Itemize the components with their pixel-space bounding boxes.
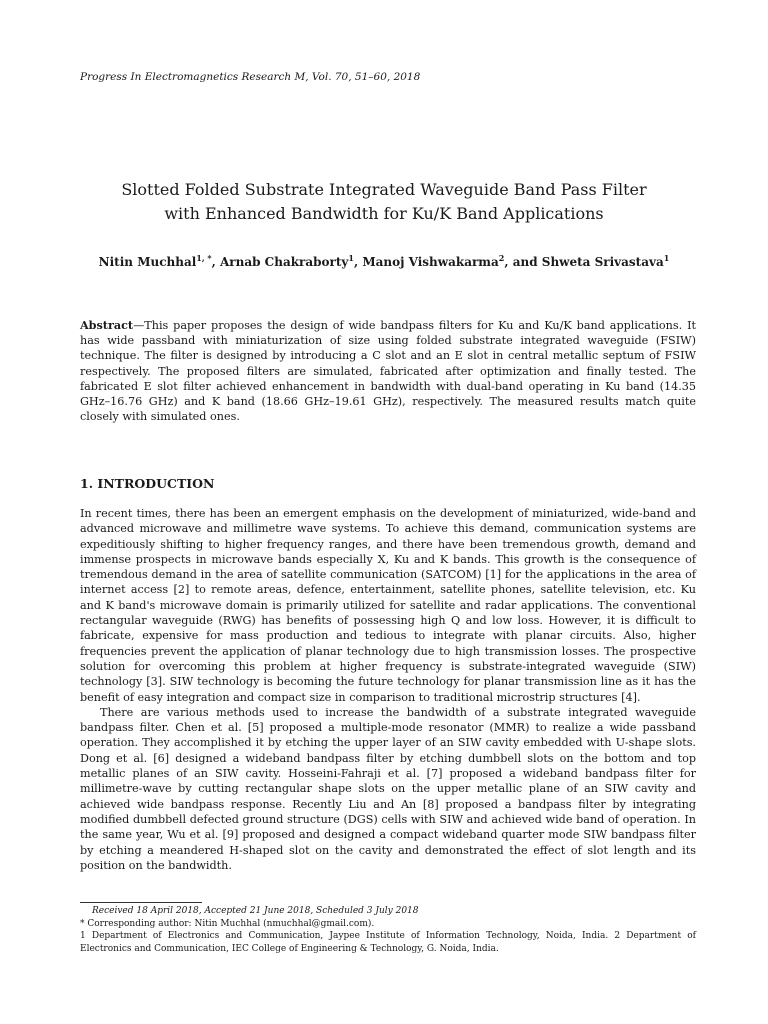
author-affiliation-mark: 1	[348, 253, 354, 263]
journal-header: Progress In Electromagnetics Research M, Vol. 70, 51–60, 2018	[80, 71, 421, 83]
author-separator: ,	[353, 255, 363, 269]
author-list	[60, 254, 708, 270]
author-name: Nitin Muchhal	[98, 255, 197, 269]
paragraph: In recent times, there has been an emergent emphasis on the development of miniaturized, wide-band and advanced microwave and millimetre wave systems. To achieve this demand, communication systems are expeditiously shifting to higher frequency ranges, and there have been tremendous growth, demand and immense prospects in microwave bands especially X, Ku and K bands. This growth is the consequence of tremendous demand in the area of satellite communication (SATCOM) [1] for the applications in the area of internet access [2] to remote areas, defence, entertainment, satellite phones, satellite television, etc. Ku and K band's microwave domain is primarily utilized for satellite and radar applications. The conventional rectangular waveguide (RWG) has benefits of possessing high Q and low loss. However, it is difficult to fabricate, expensive for mass production and tedious to integrate with planar circuits. Also, higher frequencies prevent the application of planar technology due to high transmission losses. The prospective solution for overcoming this problem at higher frequency is substrate-integrated waveguide (SIW) technology [3]. SIW technology is becoming the future technology for planar transmission line as it has the benefit of easy integration and compact size in comparison to traditional microstrip structures [4].	[80, 507, 696, 704]
title-line-2: with Enhanced Bandwidth for Ku/K Band Applications	[164, 204, 604, 223]
author-name: Arnab Chakraborty	[219, 255, 349, 269]
author-name: Shweta Srivastava	[541, 255, 664, 269]
author-affiliation-mark: 1	[663, 253, 670, 263]
author-separator: ,	[211, 255, 220, 269]
corresponding-author: * Corresponding author: Nitin Muchhal (nmuchhal@gmail.com).	[80, 918, 375, 929]
abstract	[80, 318, 696, 424]
author-affiliation-mark: 2	[498, 253, 505, 263]
received-dates: Received 18 April 2018, Accepted 21 June 2018, Scheduled 3 July 2018	[92, 906, 419, 916]
paragraph: There are various methods used to increase the bandwidth of a substrate integrated waveguide bandpass filter. Chen et al. [5] proposed a multiple-mode resonator (MMR) to realize a wide passband operation. They accomplished it by etching the upper layer of an SIW cavity embedded with U-shape slots. Dong et al. [6] designed a wideband bandpass filter by etching dumbbell slots on the bottom and top metallic planes of an SIW cavity. Hosseini-Fahraji et al. [7] proposed a wideband bandpass filter for millimetre-wave by cutting rectangular shape slots on the upper metallic plane of an SIW cavity and achieved wide bandpass response. Recently Liu and An [8] proposed a bandpass filter by integrating modified dumbbell defected ground structure (DGS) cells with SIW and achieved wide band of operation. In the same year, Wu et al. [9] proposed and designed a compact wideband quarter mode SIW bandpass filter by etching a meandered H-shaped slot on the cavity and demonstrated the effect of slot length and its position on the bandwidth.	[80, 705, 696, 872]
affiliations: 1 Department of Electronics and Communication, Jaypee Institute of Information Technology, Noida, India. 2 Department of Electronics and Communication, IEC College of Engineering & Technology, G. Noida, India.	[80, 931, 696, 954]
abstract-label: Abstract	[80, 318, 134, 332]
author-name: Manoj Vishwakarma	[362, 255, 499, 269]
section-heading: 1. INTRODUCTION	[80, 476, 215, 491]
author-affiliation-mark: 1, *	[196, 253, 212, 263]
footnote-divider	[80, 902, 202, 903]
abstract-text: —This paper proposes the design of wide bandpass filters for Ku and Ku/K band applications. It has wide passband with miniaturization of size using folded substrate integrated waveguide (FSIW) technique. The filter is designed by introducing a C slot and an E slot in central metallic septum of FSIW respectively. The proposed filters are simulated, fabricated after optimization and finally tested. The fabricated E slot filter achieved enhancement in bandwidth with dual-band operating in Ku band (14.35 GHz–16.76 GHz) and K band (18.66 GHz–19.61 GHz), respectively. The measured results match quite closely with simulated ones.	[80, 319, 696, 424]
title-line-1: Slotted Folded Substrate Integrated Waveguide Band Pass Filter	[121, 180, 647, 199]
paper-title	[60, 178, 708, 226]
body-text	[80, 506, 696, 873]
author-separator: , and	[504, 255, 542, 269]
footnotes	[80, 905, 696, 955]
